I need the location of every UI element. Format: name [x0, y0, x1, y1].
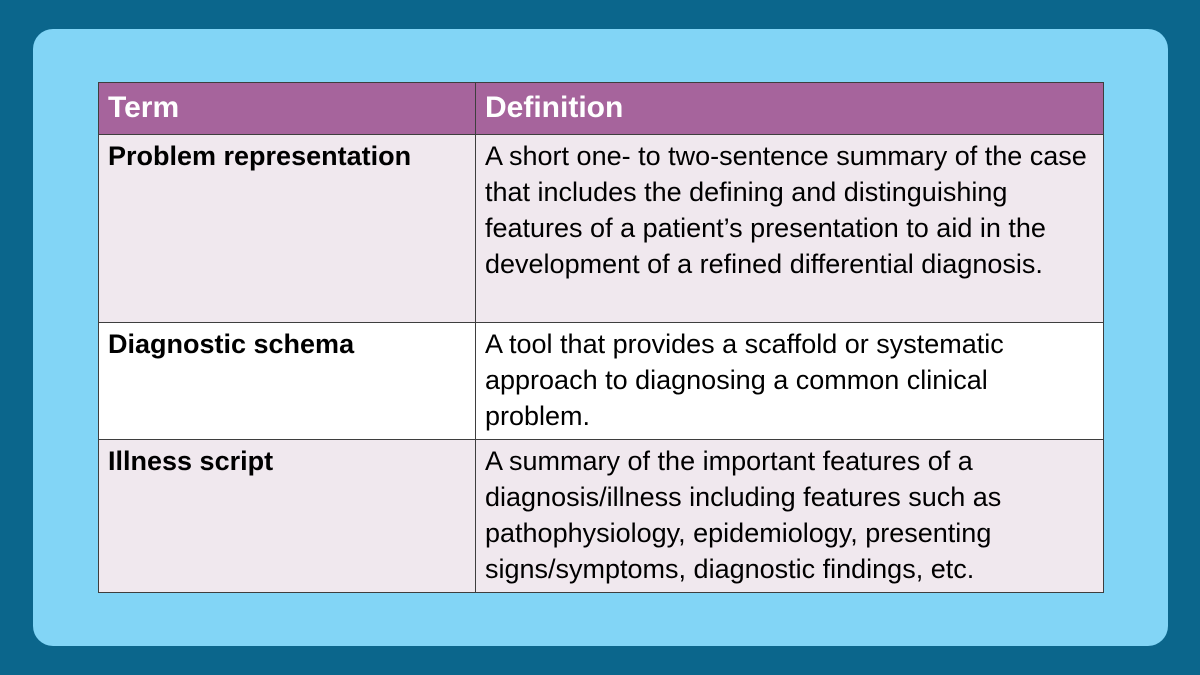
table-header-row: [99, 83, 1104, 135]
definition-cell: A summary of the important features of a diagnosis/illness including features such as pathophysiology, epidemiology, presenting signs/symptoms, diagnostic findings, etc.: [476, 440, 1104, 593]
term-cell: Problem representation: [99, 135, 476, 323]
header-definition: Definition: [476, 83, 1104, 135]
table-row: [99, 323, 1104, 440]
terms-table: [98, 82, 1104, 593]
header-term: Term: [99, 83, 476, 135]
term-cell: Diagnostic schema: [99, 323, 476, 440]
term-cell: Illness script: [99, 440, 476, 593]
table-row: [99, 440, 1104, 593]
definition-cell: A tool that provides a scaffold or systematic approach to diagnosing a common clinical problem.: [476, 323, 1104, 440]
table-row: [99, 135, 1104, 323]
definition-cell: A short one- to two-sentence summary of the case that includes the defining and distinguishing features of a patient’s presentation to aid in the development of a refined differential diagnosis.: [476, 135, 1104, 323]
